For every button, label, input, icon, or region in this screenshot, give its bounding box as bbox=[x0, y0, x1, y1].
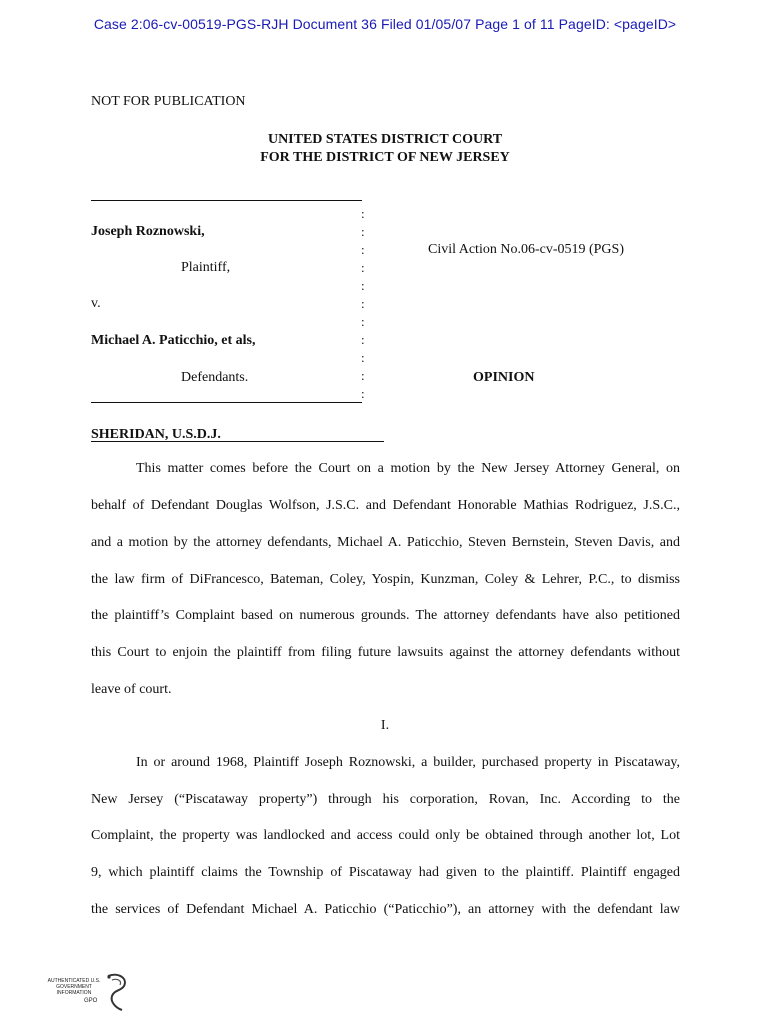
seal-text: AUTHENTICATED U.S. GOVERNMENT INFORMATION bbox=[47, 978, 101, 996]
body-line: Complaint, the property was landlocked and access could only be obtained through another lot, Lot bbox=[91, 828, 680, 843]
caption-colon: : bbox=[361, 224, 365, 239]
plaintiff-name: Joseph Roznowski, bbox=[91, 224, 205, 239]
caption-bottom-rule bbox=[91, 402, 362, 403]
body-line: the plaintiff’s Complaint based on numerous grounds. The attorney defendants have also petitioned bbox=[91, 608, 680, 623]
caption-colon: : bbox=[361, 206, 365, 221]
caption-colon: : bbox=[361, 386, 365, 401]
filing-header: Case 2:06-cv-00519-PGS-RJH Document 36 Filed 01/05/07 Page 1 of 11 PageID: <pageID> bbox=[93, 16, 677, 32]
body-line: behalf of Defendant Douglas Wolfson, J.S.C. and Defendant Honorable Mathias Rodriguez, J.S.C., bbox=[91, 498, 680, 513]
defendant-role: Defendants. bbox=[181, 370, 249, 385]
civil-action-number: Civil Action No.06-cv-0519 (PGS) bbox=[428, 242, 624, 257]
body-line: the law firm of DiFrancesco, Bateman, Coley, Yospin, Kunzman, Coley & Lehrer, P.C., to dismiss bbox=[91, 572, 680, 587]
body-line: leave of court. bbox=[91, 682, 172, 697]
body-line: this Court to enjoin the plaintiff from filing future lawsuits against the attorney defendants without bbox=[91, 645, 680, 660]
body-line: 9, which plaintiff claims the Township of Piscataway had given to the plaintiff. Plaintiff engaged bbox=[91, 865, 680, 880]
plaintiff-role: Plaintiff, bbox=[181, 260, 231, 275]
caption-colon: : bbox=[361, 368, 365, 383]
caption-colon: : bbox=[361, 278, 365, 293]
court-name-line2: FOR THE DISTRICT OF NEW JERSEY bbox=[260, 150, 510, 165]
section-heading: I. bbox=[380, 718, 390, 733]
seal-gpo-label: GPO bbox=[84, 998, 98, 1004]
body-line: This matter comes before the Court on a motion by the New Jersey Attorney General, on bbox=[136, 461, 680, 476]
caption-colon: : bbox=[361, 350, 365, 365]
caption-top-rule bbox=[91, 200, 362, 201]
caption-colon: : bbox=[361, 296, 365, 311]
eagle-icon bbox=[100, 972, 130, 1014]
judge-name: SHERIDAN, U.S.D.J. bbox=[91, 427, 221, 442]
judge-underline bbox=[91, 441, 384, 442]
caption-colon: : bbox=[361, 242, 365, 257]
court-name-line1: UNITED STATES DISTRICT COURT bbox=[267, 132, 503, 147]
publication-note: NOT FOR PUBLICATION bbox=[91, 94, 246, 109]
body-line: the services of Defendant Michael A. Paticchio (“Paticchio”), an attorney with the defendant law bbox=[91, 902, 680, 917]
caption-colon: : bbox=[361, 314, 365, 329]
caption-colon: : bbox=[361, 260, 365, 275]
gpo-authentication-seal bbox=[44, 972, 134, 1014]
defendant-name: Michael A. Paticchio, et als, bbox=[91, 333, 256, 348]
body-line: In or around 1968, Plaintiff Joseph Roznowski, a builder, purchased property in Piscataway, bbox=[136, 755, 680, 770]
versus-label: v. bbox=[91, 296, 101, 311]
document-type: OPINION bbox=[473, 370, 535, 385]
body-line: New Jersey (“Piscataway property”) through his corporation, Rovan, Inc. According to the bbox=[91, 792, 680, 807]
caption-colon: : bbox=[361, 332, 365, 347]
body-line: and a motion by the attorney defendants, Michael A. Paticchio, Steven Bernstein, Steven Davis, and bbox=[91, 535, 680, 550]
